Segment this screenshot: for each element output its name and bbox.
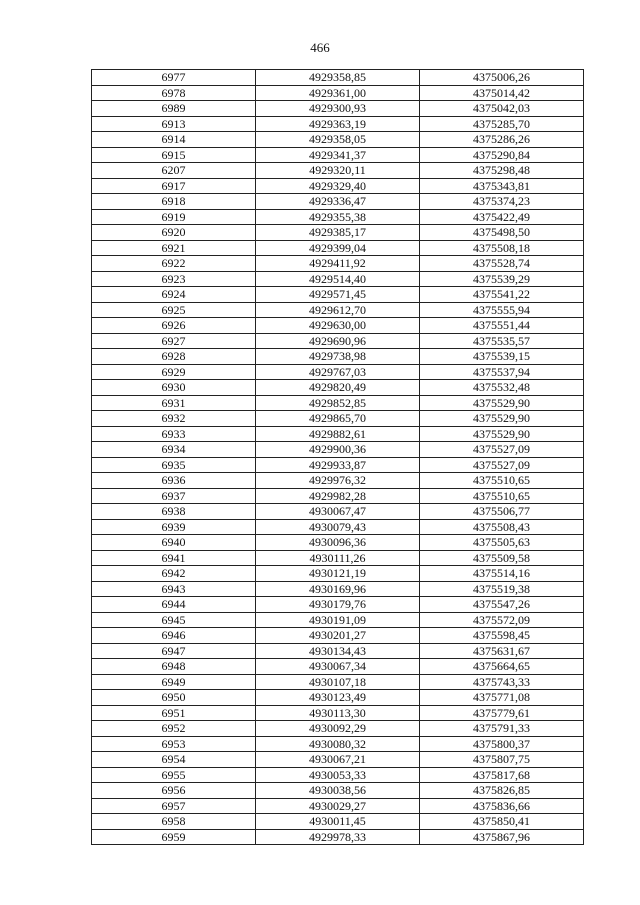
x-coordinate-cell: 4930092,29 [256, 721, 420, 737]
table-row [92, 566, 584, 582]
y-coordinate-cell: 4375285,70 [420, 116, 584, 132]
point-number-cell: 6946 [92, 628, 256, 644]
x-coordinate-cell: 4930134,43 [256, 643, 420, 659]
table-row [92, 628, 584, 644]
x-coordinate-cell: 4929329,40 [256, 178, 420, 194]
y-coordinate-cell: 4375551,44 [420, 318, 584, 334]
table-row [92, 457, 584, 473]
y-coordinate-cell: 4375505,63 [420, 535, 584, 551]
y-coordinate-cell: 4375771,08 [420, 690, 584, 706]
x-coordinate-cell: 4929336,47 [256, 194, 420, 210]
x-coordinate-cell: 4929358,85 [256, 70, 420, 86]
table-row [92, 643, 584, 659]
y-coordinate-cell: 4375555,94 [420, 302, 584, 318]
point-number-cell: 6989 [92, 101, 256, 117]
y-coordinate-cell: 4375014,42 [420, 85, 584, 101]
point-number-cell: 6932 [92, 411, 256, 427]
point-number-cell: 6955 [92, 767, 256, 783]
table-row [92, 333, 584, 349]
point-number-cell: 6978 [92, 85, 256, 101]
point-number-cell: 6936 [92, 473, 256, 489]
table-row [92, 767, 584, 783]
y-coordinate-cell: 4375826,85 [420, 783, 584, 799]
x-coordinate-cell: 4929411,92 [256, 256, 420, 272]
point-number-cell: 6928 [92, 349, 256, 365]
y-coordinate-cell: 4375529,90 [420, 395, 584, 411]
table-row [92, 302, 584, 318]
table-row [92, 705, 584, 721]
table-row [92, 829, 584, 845]
table-row [92, 721, 584, 737]
x-coordinate-cell: 4929300,93 [256, 101, 420, 117]
x-coordinate-cell: 4930169,96 [256, 581, 420, 597]
page-number: 466 [310, 40, 330, 55]
x-coordinate-cell: 4930111,26 [256, 550, 420, 566]
x-coordinate-cell: 4929385,17 [256, 225, 420, 241]
table-row [92, 426, 584, 442]
x-coordinate-cell: 4929341,37 [256, 147, 420, 163]
y-coordinate-cell: 4375510,65 [420, 473, 584, 489]
y-coordinate-cell: 4375791,33 [420, 721, 584, 737]
table-row [92, 70, 584, 86]
table-row [92, 349, 584, 365]
point-number-cell: 6923 [92, 271, 256, 287]
table-row [92, 612, 584, 628]
table-row [92, 442, 584, 458]
table-row [92, 736, 584, 752]
table-row [92, 752, 584, 768]
y-coordinate-cell: 4375572,09 [420, 612, 584, 628]
table-row [92, 318, 584, 334]
x-coordinate-cell: 4930029,27 [256, 798, 420, 814]
y-coordinate-cell: 4375343,81 [420, 178, 584, 194]
point-number-cell: 6945 [92, 612, 256, 628]
point-number-cell: 6934 [92, 442, 256, 458]
y-coordinate-cell: 4375541,22 [420, 287, 584, 303]
y-coordinate-cell: 4375506,77 [420, 504, 584, 520]
y-coordinate-cell: 4375508,18 [420, 240, 584, 256]
point-number-cell: 6947 [92, 643, 256, 659]
x-coordinate-cell: 4929355,38 [256, 209, 420, 225]
x-coordinate-cell: 4930079,43 [256, 519, 420, 535]
y-coordinate-cell: 4375779,61 [420, 705, 584, 721]
table-row [92, 814, 584, 830]
point-number-cell: 6954 [92, 752, 256, 768]
x-coordinate-cell: 4929976,32 [256, 473, 420, 489]
table-row [92, 364, 584, 380]
y-coordinate-cell: 4375514,16 [420, 566, 584, 582]
point-number-cell: 6937 [92, 488, 256, 504]
y-coordinate-cell: 4375508,43 [420, 519, 584, 535]
point-number-cell: 6952 [92, 721, 256, 737]
point-number-cell: 6938 [92, 504, 256, 520]
table-row [92, 581, 584, 597]
y-coordinate-cell: 4375537,94 [420, 364, 584, 380]
x-coordinate-cell: 4930121,19 [256, 566, 420, 582]
point-number-cell: 6925 [92, 302, 256, 318]
x-coordinate-cell: 4930113,30 [256, 705, 420, 721]
table-row [92, 147, 584, 163]
point-number-cell: 6927 [92, 333, 256, 349]
x-coordinate-cell: 4929738,98 [256, 349, 420, 365]
coordinates-table-body [92, 70, 584, 845]
point-number-cell: 6926 [92, 318, 256, 334]
x-coordinate-cell: 4930191,09 [256, 612, 420, 628]
y-coordinate-cell: 4375510,65 [420, 488, 584, 504]
point-number-cell: 6940 [92, 535, 256, 551]
table-row [92, 209, 584, 225]
x-coordinate-cell: 4929882,61 [256, 426, 420, 442]
x-coordinate-cell: 4930080,32 [256, 736, 420, 752]
y-coordinate-cell: 4375807,75 [420, 752, 584, 768]
point-number-cell: 6939 [92, 519, 256, 535]
table-row [92, 550, 584, 566]
table-row [92, 101, 584, 117]
table-row [92, 690, 584, 706]
y-coordinate-cell: 4375374,23 [420, 194, 584, 210]
x-coordinate-cell: 4930179,76 [256, 597, 420, 613]
y-coordinate-cell: 4375539,29 [420, 271, 584, 287]
table-row [92, 597, 584, 613]
table-row [92, 798, 584, 814]
table-row [92, 783, 584, 799]
point-number-cell: 6913 [92, 116, 256, 132]
y-coordinate-cell: 4375529,90 [420, 411, 584, 427]
x-coordinate-cell: 4929630,00 [256, 318, 420, 334]
x-coordinate-cell: 4929320,11 [256, 163, 420, 179]
y-coordinate-cell: 4375631,67 [420, 643, 584, 659]
x-coordinate-cell: 4929358,05 [256, 132, 420, 148]
y-coordinate-cell: 4375298,48 [420, 163, 584, 179]
x-coordinate-cell: 4929978,33 [256, 829, 420, 845]
x-coordinate-cell: 4929982,28 [256, 488, 420, 504]
point-number-cell: 6953 [92, 736, 256, 752]
point-number-cell: 6915 [92, 147, 256, 163]
point-number-cell: 6917 [92, 178, 256, 194]
point-number-cell: 6950 [92, 690, 256, 706]
table-row [92, 194, 584, 210]
y-coordinate-cell: 4375529,90 [420, 426, 584, 442]
table-row [92, 287, 584, 303]
y-coordinate-cell: 4375498,50 [420, 225, 584, 241]
table-row [92, 473, 584, 489]
table-row [92, 519, 584, 535]
x-coordinate-cell: 4930011,45 [256, 814, 420, 830]
point-number-cell: 6914 [92, 132, 256, 148]
point-number-cell: 6948 [92, 659, 256, 675]
point-number-cell: 6943 [92, 581, 256, 597]
point-number-cell: 6929 [92, 364, 256, 380]
point-number-cell: 6942 [92, 566, 256, 582]
table-row [92, 411, 584, 427]
table-row [92, 380, 584, 396]
y-coordinate-cell: 4375422,49 [420, 209, 584, 225]
y-coordinate-cell: 4375850,41 [420, 814, 584, 830]
x-coordinate-cell: 4930201,27 [256, 628, 420, 644]
x-coordinate-cell: 4930123,49 [256, 690, 420, 706]
y-coordinate-cell: 4375539,15 [420, 349, 584, 365]
x-coordinate-cell: 4929514,40 [256, 271, 420, 287]
y-coordinate-cell: 4375509,58 [420, 550, 584, 566]
y-coordinate-cell: 4375532,48 [420, 380, 584, 396]
x-coordinate-cell: 4929820,49 [256, 380, 420, 396]
y-coordinate-cell: 4375547,26 [420, 597, 584, 613]
point-number-cell: 6958 [92, 814, 256, 830]
point-number-cell: 6959 [92, 829, 256, 845]
x-coordinate-cell: 4929399,04 [256, 240, 420, 256]
point-number-cell: 6922 [92, 256, 256, 272]
y-coordinate-cell: 4375527,09 [420, 457, 584, 473]
y-coordinate-cell: 4375535,57 [420, 333, 584, 349]
table-row [92, 535, 584, 551]
x-coordinate-cell: 4930107,18 [256, 674, 420, 690]
x-coordinate-cell: 4930067,34 [256, 659, 420, 675]
point-number-cell: 6956 [92, 783, 256, 799]
table-row [92, 163, 584, 179]
point-number-cell: 6949 [92, 674, 256, 690]
coordinates-table [91, 69, 584, 845]
x-coordinate-cell: 4929852,85 [256, 395, 420, 411]
x-coordinate-cell: 4930038,56 [256, 783, 420, 799]
y-coordinate-cell: 4375867,96 [420, 829, 584, 845]
point-number-cell: 6921 [92, 240, 256, 256]
y-coordinate-cell: 4375817,68 [420, 767, 584, 783]
table-row [92, 178, 584, 194]
table-row [92, 504, 584, 520]
point-number-cell: 6930 [92, 380, 256, 396]
table-row [92, 85, 584, 101]
point-number-cell: 6951 [92, 705, 256, 721]
point-number-cell: 6924 [92, 287, 256, 303]
point-number-cell: 6957 [92, 798, 256, 814]
table-row [92, 488, 584, 504]
point-number-cell: 6933 [92, 426, 256, 442]
table-row [92, 132, 584, 148]
x-coordinate-cell: 4929865,70 [256, 411, 420, 427]
x-coordinate-cell: 4929933,87 [256, 457, 420, 473]
x-coordinate-cell: 4929690,96 [256, 333, 420, 349]
y-coordinate-cell: 4375743,33 [420, 674, 584, 690]
table-row [92, 271, 584, 287]
y-coordinate-cell: 4375800,37 [420, 736, 584, 752]
table-row [92, 395, 584, 411]
point-number-cell: 6918 [92, 194, 256, 210]
y-coordinate-cell: 4375006,26 [420, 70, 584, 86]
table-row [92, 225, 584, 241]
table-row [92, 116, 584, 132]
x-coordinate-cell: 4930096,36 [256, 535, 420, 551]
y-coordinate-cell: 4375664,65 [420, 659, 584, 675]
point-number-cell: 6935 [92, 457, 256, 473]
point-number-cell: 6931 [92, 395, 256, 411]
y-coordinate-cell: 4375290,84 [420, 147, 584, 163]
point-number-cell: 6941 [92, 550, 256, 566]
x-coordinate-cell: 4930067,21 [256, 752, 420, 768]
y-coordinate-cell: 4375836,66 [420, 798, 584, 814]
y-coordinate-cell: 4375519,38 [420, 581, 584, 597]
x-coordinate-cell: 4929900,36 [256, 442, 420, 458]
x-coordinate-cell: 4929571,45 [256, 287, 420, 303]
table-row [92, 674, 584, 690]
y-coordinate-cell: 4375527,09 [420, 442, 584, 458]
y-coordinate-cell: 4375598,45 [420, 628, 584, 644]
table-row [92, 240, 584, 256]
y-coordinate-cell: 4375042,03 [420, 101, 584, 117]
table-row [92, 256, 584, 272]
y-coordinate-cell: 4375286,26 [420, 132, 584, 148]
x-coordinate-cell: 4929363,19 [256, 116, 420, 132]
x-coordinate-cell: 4929612,70 [256, 302, 420, 318]
x-coordinate-cell: 4929767,03 [256, 364, 420, 380]
y-coordinate-cell: 4375528,74 [420, 256, 584, 272]
point-number-cell: 6919 [92, 209, 256, 225]
x-coordinate-cell: 4930067,47 [256, 504, 420, 520]
point-number-cell: 6944 [92, 597, 256, 613]
point-number-cell: 6977 [92, 70, 256, 86]
point-number-cell: 6920 [92, 225, 256, 241]
table-row [92, 659, 584, 675]
point-number-cell: 6207 [92, 163, 256, 179]
x-coordinate-cell: 4930053,33 [256, 767, 420, 783]
x-coordinate-cell: 4929361,00 [256, 85, 420, 101]
